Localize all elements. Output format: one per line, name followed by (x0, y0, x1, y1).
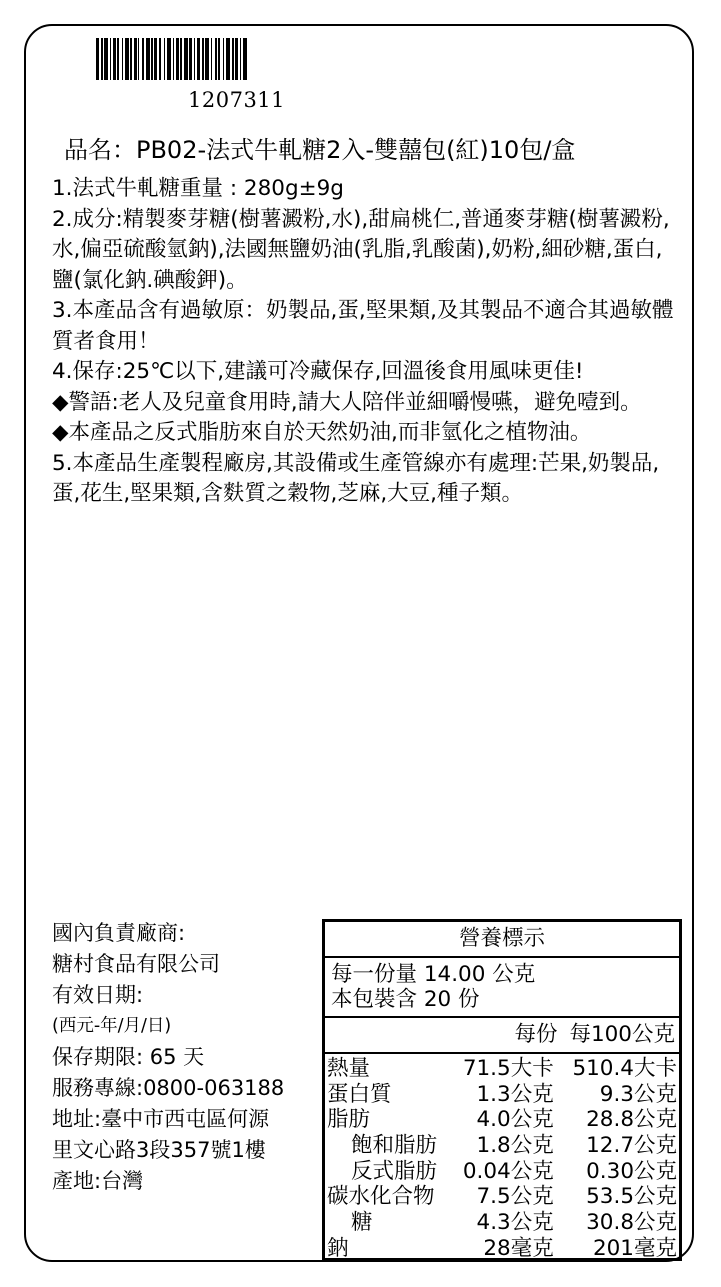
nutrition-row (325, 1210, 679, 1236)
per-serving-value: 1.8公克 (476, 1133, 554, 1159)
nutrition-rows (325, 1054, 679, 1262)
serving-size: 每一份量 14.00 公克 (331, 962, 536, 987)
per-100g-value: 510.4大卡 (572, 1056, 677, 1081)
per-serving-value: 0.04公克 (462, 1158, 554, 1184)
product-description (52, 174, 682, 510)
warning-line: ◆警語:老人及兒童食用時,請大人陪伴並細嚼慢嚥，避免噎到。 (52, 389, 642, 415)
per-100g-value: 30.8公克 (586, 1210, 677, 1236)
shelf-life: 保存期限: 65 天 (52, 1045, 205, 1069)
per-serving-value: 28毫克 (483, 1235, 554, 1261)
product-name: 品名：PB02-法式牛軋糖2入-雙囍包(紅)10包/盒 (64, 136, 576, 164)
servings-per-package: 本包裝含 20 份 (331, 987, 480, 1012)
nutrition-title: 營養標示 (325, 922, 679, 958)
per-serving-value: 1.3公克 (476, 1081, 554, 1107)
per-100g-value: 12.7公克 (586, 1133, 677, 1159)
address-line-1: 地址:臺中市西屯區何源 (52, 1107, 270, 1131)
nutrition-row (325, 1159, 679, 1185)
nutrient-name: 飽和脂肪 (351, 1133, 438, 1159)
per-100g-value: 0.30公克 (586, 1158, 677, 1184)
facility-line: 5.本產品生產製程廠房,其設備或生產管線亦有處理:芒果,奶製品,蛋,花生,堅果類,含麩質之穀物,芝麻,大豆,種子類。 (52, 450, 660, 506)
nutrient-name: 碳水化合物 (327, 1184, 435, 1210)
nutrition-row (325, 1082, 679, 1108)
per-serving-value: 71.5大卡 (462, 1056, 554, 1081)
service-hotline: 服務專線:0800-063188 (52, 1076, 285, 1100)
per-100g-value: 28.8公克 (586, 1107, 677, 1133)
nutrition-row (325, 1107, 679, 1133)
nutrient-name: 鈉 (327, 1235, 349, 1261)
per-100g-header: 每100公克 (569, 1022, 675, 1047)
ingredients-line: 2.成分:精製麥芽糖(樹薯澱粉,水),甜扁桃仁,普通麥芽糖(樹薯澱粉,水,偏亞硫酸氫鈉),法國無鹽奶油(乳脂,乳酸菌),奶粉,細砂糖,蛋白,鹽(氯化鈉.碘酸鉀)。 (52, 206, 670, 293)
allergen-line: 3.本產品含有過敏原：奶製品,蛋,堅果類,及其製品不適合其過敏體質者食用！ (52, 298, 674, 354)
manufacturer-label: 國內負責廠商: (52, 921, 186, 945)
per-100g-value: 53.5公克 (586, 1184, 677, 1210)
per-100g-value: 9.3公克 (599, 1081, 677, 1107)
nutrition-row (325, 1184, 679, 1210)
storage-line: 4.保存:25℃以下,建議可冷藏保存,回溫後食用風味更佳! (52, 359, 584, 384)
nutrition-facts-table (322, 919, 682, 1261)
nutrition-header (325, 1018, 679, 1054)
expiry-label: 有效日期: (52, 983, 144, 1007)
barcode-number: 1207311 (188, 88, 286, 112)
nutrient-name: 反式脂肪 (351, 1158, 438, 1184)
per-serving-header: 每份 (514, 1022, 558, 1047)
nutrient-name: 糖 (351, 1210, 373, 1236)
weight-line: 1.法式牛軋糖重量 : 280g±9g (52, 176, 344, 201)
per-serving-value: 4.0公克 (476, 1107, 554, 1133)
nutrient-name: 熱量 (327, 1056, 371, 1081)
per-100g-value: 201毫克 (592, 1235, 677, 1261)
nutrition-row (325, 1133, 679, 1159)
manufacturer-info (52, 918, 322, 1197)
origin: 產地:台灣 (52, 1169, 144, 1193)
nutrition-row (325, 1236, 679, 1262)
manufacturer-name: 糖村食品有限公司 (52, 952, 220, 976)
per-serving-value: 4.3公克 (476, 1210, 554, 1236)
address-line-2: 里文心路3段357號1樓 (52, 1138, 266, 1162)
trans-fat-note: ◆本產品之反式脂肪來自於天然奶油,而非氫化之植物油。 (52, 420, 592, 445)
date-format: (西元-年/月/日) (52, 1016, 172, 1036)
per-serving-value: 7.5公克 (476, 1184, 554, 1210)
nutrient-name: 蛋白質 (327, 1081, 392, 1107)
nutrient-name: 脂肪 (327, 1107, 371, 1133)
serving-info (325, 958, 679, 1018)
nutrition-row (325, 1056, 679, 1082)
barcode (96, 38, 368, 80)
